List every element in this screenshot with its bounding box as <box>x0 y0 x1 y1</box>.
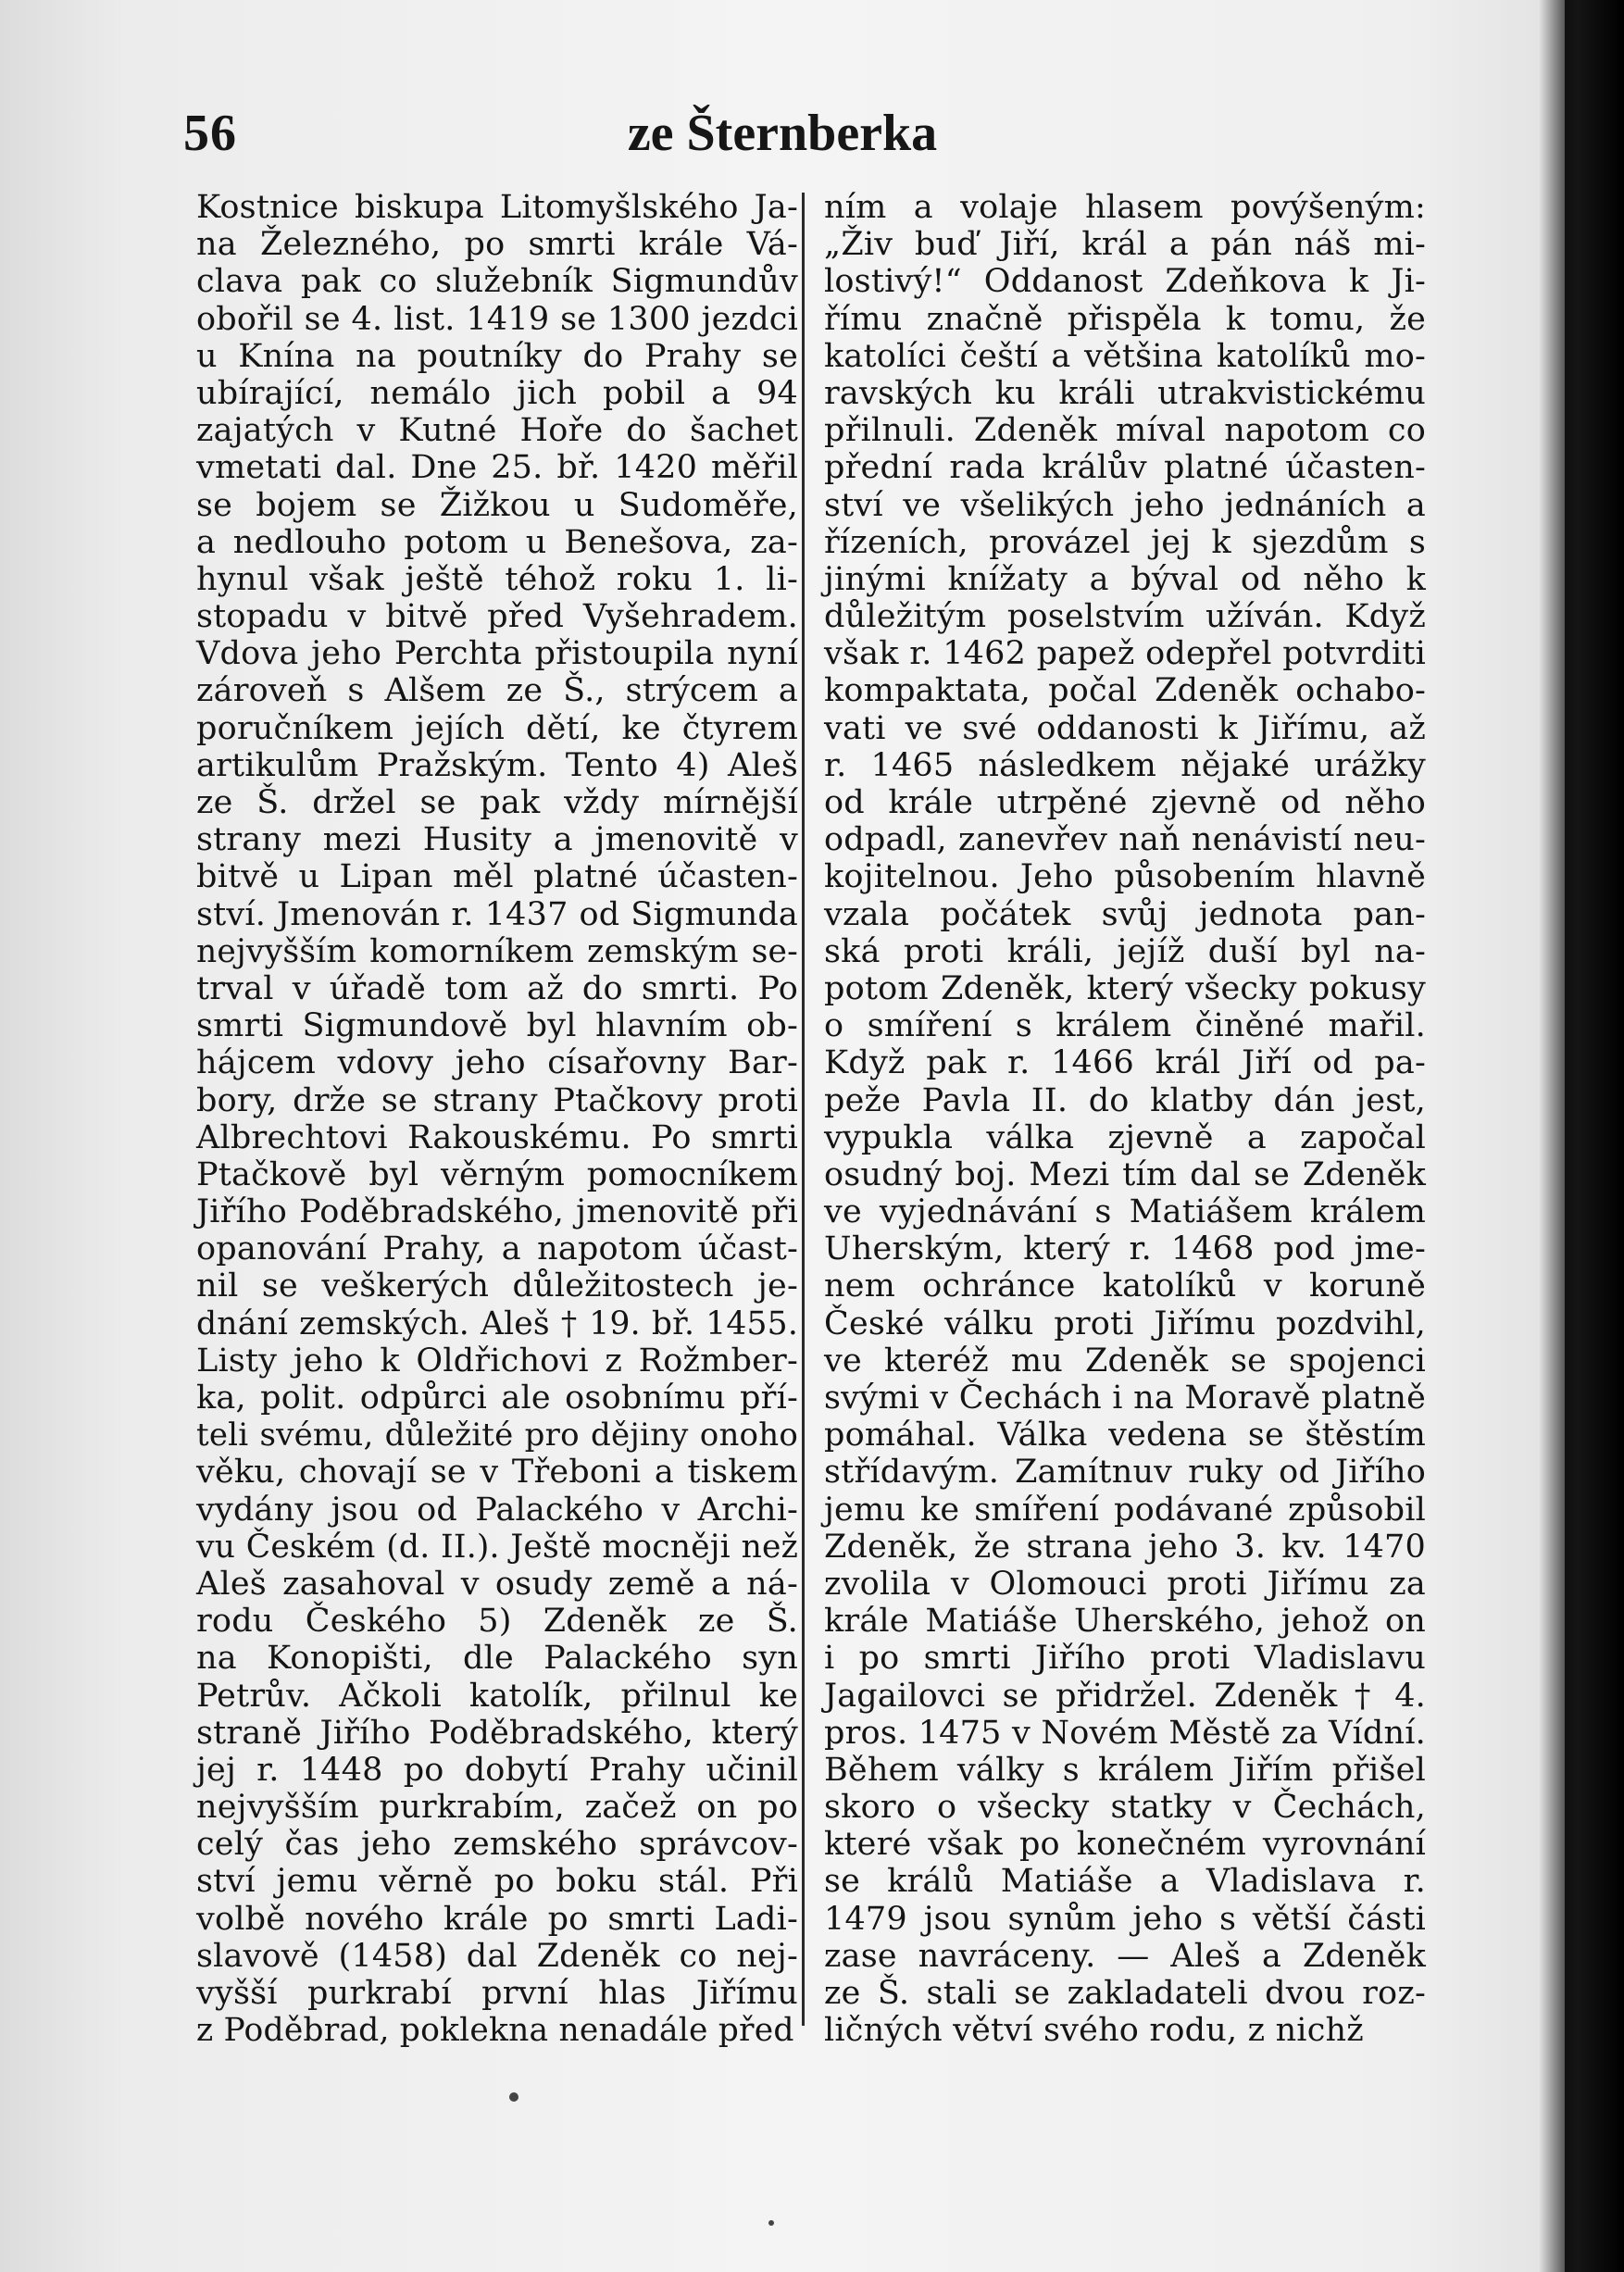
text-line: zajatých v Kutné Hoře do šachet <box>196 412 798 450</box>
text-line: zvolila v Olomouci proti Jiřímu za <box>824 1565 1426 1603</box>
text-line: ve kteréž mu Zdeněk se spojenci <box>824 1342 1426 1379</box>
text-line: artikulům Pražským. Tento 4) Aleš <box>196 746 798 784</box>
text-line: dnání zemských. Aleš † 19. bř. 1455. <box>196 1305 798 1342</box>
text-line: vmetati dal. Dne 25. bř. 1420 měřil <box>196 449 798 487</box>
text-line: vyšší purkrabí první hlas Jiřímu <box>196 1975 798 2012</box>
text-line: a nedlouho potom u Benešova, za- <box>196 523 798 561</box>
text-line: kompaktata, počal Zdeněk ochabo- <box>824 672 1426 710</box>
text-line: „Živ buď Jiří, král a pán náš mi- <box>824 226 1426 264</box>
text-line: bitvě u Lipan měl platné účasten- <box>196 858 798 896</box>
text-line: jej r. 1448 po dobytí Prahy učinil <box>196 1751 798 1789</box>
text-line: ním a volaje hlasem povýšeným: <box>824 189 1426 226</box>
text-line: Listy jeho k Oldřichovi z Rožmber- <box>196 1342 798 1379</box>
text-line: Jagailovci se přidržel. Zdeněk † 4. <box>824 1677 1426 1715</box>
text-line: volbě nového krále po smrti Ladi- <box>196 1900 798 1938</box>
text-line: opanování Prahy, a napotom účast- <box>196 1230 798 1268</box>
text-line: Když pak r. 1466 král Jiří od pa- <box>824 1044 1426 1082</box>
text-line: na Konopišti, dle Palackého syn <box>196 1640 798 1678</box>
text-line: ze Š. držel se pak vždy mírnější <box>196 784 798 821</box>
text-line: i po smrti Jiřího proti Vladislavu <box>824 1640 1426 1678</box>
text-line: důležitým poselstvím užíván. Když <box>824 598 1426 636</box>
text-line: Vdova jeho Perchta přistoupila nyní <box>196 635 798 673</box>
text-line: u Knína na poutníky do Prahy se <box>196 337 798 375</box>
text-line: však r. 1462 papež odepřel potvrditi <box>824 635 1426 673</box>
text-line: vati ve své oddanosti k Jiřímu, až <box>824 709 1426 747</box>
text-line: ka, polit. odpůrci ale osobnímu pří- <box>196 1379 798 1417</box>
text-line: jemu ke smíření podávané způsobil <box>824 1491 1426 1529</box>
text-line: ství ve všelikých jeho jednáních a <box>824 486 1426 524</box>
text-line: ze Š. stali se zakladateli dvou roz- <box>824 1975 1426 2012</box>
text-line: Kostnice biskupa Litomyšlského Ja- <box>196 189 798 226</box>
scan-dark-edge <box>1539 0 1624 2272</box>
text-line: trval v úřadě tom až do smrti. Po <box>196 969 798 1007</box>
text-line: jinými knížaty a býval od něho k <box>824 560 1426 598</box>
left-text-column <box>196 189 798 2049</box>
text-line: smrti Sigmundově byl hlavním ob- <box>196 1007 798 1045</box>
text-line: celý čas jeho zemského správcov- <box>196 1826 798 1864</box>
text-line: střídavým. Zamítnuv ruky od Jiřího <box>824 1454 1426 1492</box>
text-line: na Železného, po smrti krále Vá- <box>196 226 798 264</box>
text-line: slavově (1458) dal Zdeněk co nej- <box>196 1937 798 1975</box>
text-line: lostivý!“ Oddanost Zdeňkova k Ji- <box>824 263 1426 301</box>
text-line: nil se veškerých důležitostech je- <box>196 1267 798 1305</box>
text-line: ská proti králi, jejíž duší byl na- <box>824 932 1426 970</box>
text-line: clava pak co služebník Sigmundův <box>196 263 798 301</box>
text-line: hájcem vdovy jeho císařovny Bar- <box>196 1044 798 1082</box>
text-line: přední rada králův platné účasten- <box>824 449 1426 487</box>
text-line: osudný boj. Mezi tím dal se Zdeněk <box>824 1155 1426 1193</box>
text-line: Jiřího Poděbradského, jmenovitě při <box>196 1193 798 1231</box>
text-line: strany mezi Husity a jmenovitě v <box>196 821 798 859</box>
text-line: krále Matiáše Uherského, jehož on <box>824 1603 1426 1641</box>
text-line: vu Českém (d. II.). Ještě mocněji než <box>196 1528 798 1566</box>
text-line: teli svému, důležité pro dějiny onoho <box>196 1417 798 1454</box>
text-line: ravských ku králi utrakvistickému <box>824 374 1426 412</box>
text-line: ličných větví svého rodu, z nichž <box>824 2012 1364 2050</box>
text-line: odpadl, zanevřev naň nenávistí neu- <box>824 821 1426 859</box>
text-line: straně Jiřího Poděbradského, který <box>196 1714 798 1752</box>
text-line: poručníkem jejích dětí, ke čtyrem <box>196 709 798 747</box>
text-line: římu značně přispěla k tomu, že <box>824 300 1426 338</box>
text-line: r. 1465 následkem nějaké urážky <box>824 746 1426 784</box>
text-line: věku, chovají se v Třeboni a tiskem <box>196 1454 798 1492</box>
running-head: ze Šternberka <box>627 105 938 162</box>
text-line: ve vyjednávání s Matiášem králem <box>824 1193 1426 1231</box>
text-line: řízeních, provázel jej k sjezdům s <box>824 523 1426 561</box>
text-line: Albrechtovi Rakouskému. Po smrti <box>196 1118 798 1156</box>
text-line: nem ochránce katolíků v koruně <box>824 1267 1426 1305</box>
page-number: 56 <box>183 105 237 162</box>
text-line: vypukla válka zjevně a započal <box>824 1118 1426 1156</box>
text-line: zároveň s Alšem ze Š., strýcem a <box>196 672 798 710</box>
right-text-column <box>824 189 1426 2049</box>
text-line: od krále utrpěné zjevně od něho <box>824 784 1426 821</box>
text-line: potom Zdeněk, který všecky pokusy <box>824 969 1426 1007</box>
text-line: vydány jsou od Palackého v Archi- <box>196 1491 798 1529</box>
text-line: nejvyšším komorníkem zemským se- <box>196 932 798 970</box>
text-line: které však po konečném vyrovnání <box>824 1826 1426 1864</box>
text-line: vzala počátek svůj jednota pan- <box>824 895 1426 933</box>
text-line: obořil se 4. list. 1419 se 1300 jezdci <box>196 300 798 338</box>
text-line: o smíření s králem činěné mařil. <box>824 1007 1426 1045</box>
text-line: Petrův. Ačkoli katolík, přilnul ke <box>196 1677 798 1715</box>
text-line: České válku proti Jiřímu pozdvihl, <box>824 1305 1426 1342</box>
column-divider <box>802 193 805 2026</box>
ink-speck <box>509 2092 518 2102</box>
text-line: pomáhal. Válka vedena se štěstím <box>824 1417 1426 1454</box>
text-line: Zdeněk, že strana jeho 3. kv. 1470 <box>824 1528 1426 1566</box>
text-line: skoro o všecky statky v Čechách, <box>824 1789 1426 1827</box>
text-line: peže Pavla II. do klatby dán jest, <box>824 1081 1426 1119</box>
text-line: zase navráceny. — Aleš a Zdeněk <box>824 1937 1426 1975</box>
text-line: ubírající, nemálo jich pobil a 94 <box>196 374 798 412</box>
text-line: Ptačkově byl věrným pomocníkem <box>196 1155 798 1193</box>
text-line: 1479 jsou synům jeho s větší části <box>824 1900 1426 1938</box>
text-line: přilnuli. Zdeněk míval napotom co <box>824 412 1426 450</box>
text-line: hynul však ještě téhož roku 1. li- <box>196 560 798 598</box>
text-line: bory, drže se strany Ptačkovy proti <box>196 1081 798 1119</box>
text-line: Během války s králem Jiřím přišel <box>824 1751 1426 1789</box>
text-line: se králů Matiáše a Vladislava r. <box>824 1863 1426 1901</box>
text-line: ství jemu věrně po boku stál. Při <box>196 1863 798 1901</box>
text-line: pros. 1475 v Novém Městě za Vídní. <box>824 1714 1426 1752</box>
text-line: Uherským, který r. 1468 pod jme- <box>824 1230 1426 1268</box>
text-line: rodu Českého 5) Zdeněk ze Š. <box>196 1603 798 1641</box>
text-line: Aleš zasahoval v osudy země a ná- <box>196 1565 798 1603</box>
text-line: z Poděbrad, poklekna nenadále před <box>196 2012 794 2050</box>
ink-speck <box>768 2220 774 2226</box>
text-line: se bojem se Žižkou u Sudoměře, <box>196 486 798 524</box>
text-line: svými v Čechách i na Moravě platně <box>824 1379 1426 1417</box>
text-line: katolíci čeští a většina katolíků mo- <box>824 337 1426 375</box>
text-line: kojitelnou. Jeho působením hlavně <box>824 858 1426 896</box>
text-line: nejvyšším purkrabím, začež on po <box>196 1789 798 1827</box>
text-line: stopadu v bitvě před Vyšehradem. <box>196 598 798 636</box>
text-line: ství. Jmenován r. 1437 od Sigmunda <box>196 895 798 933</box>
